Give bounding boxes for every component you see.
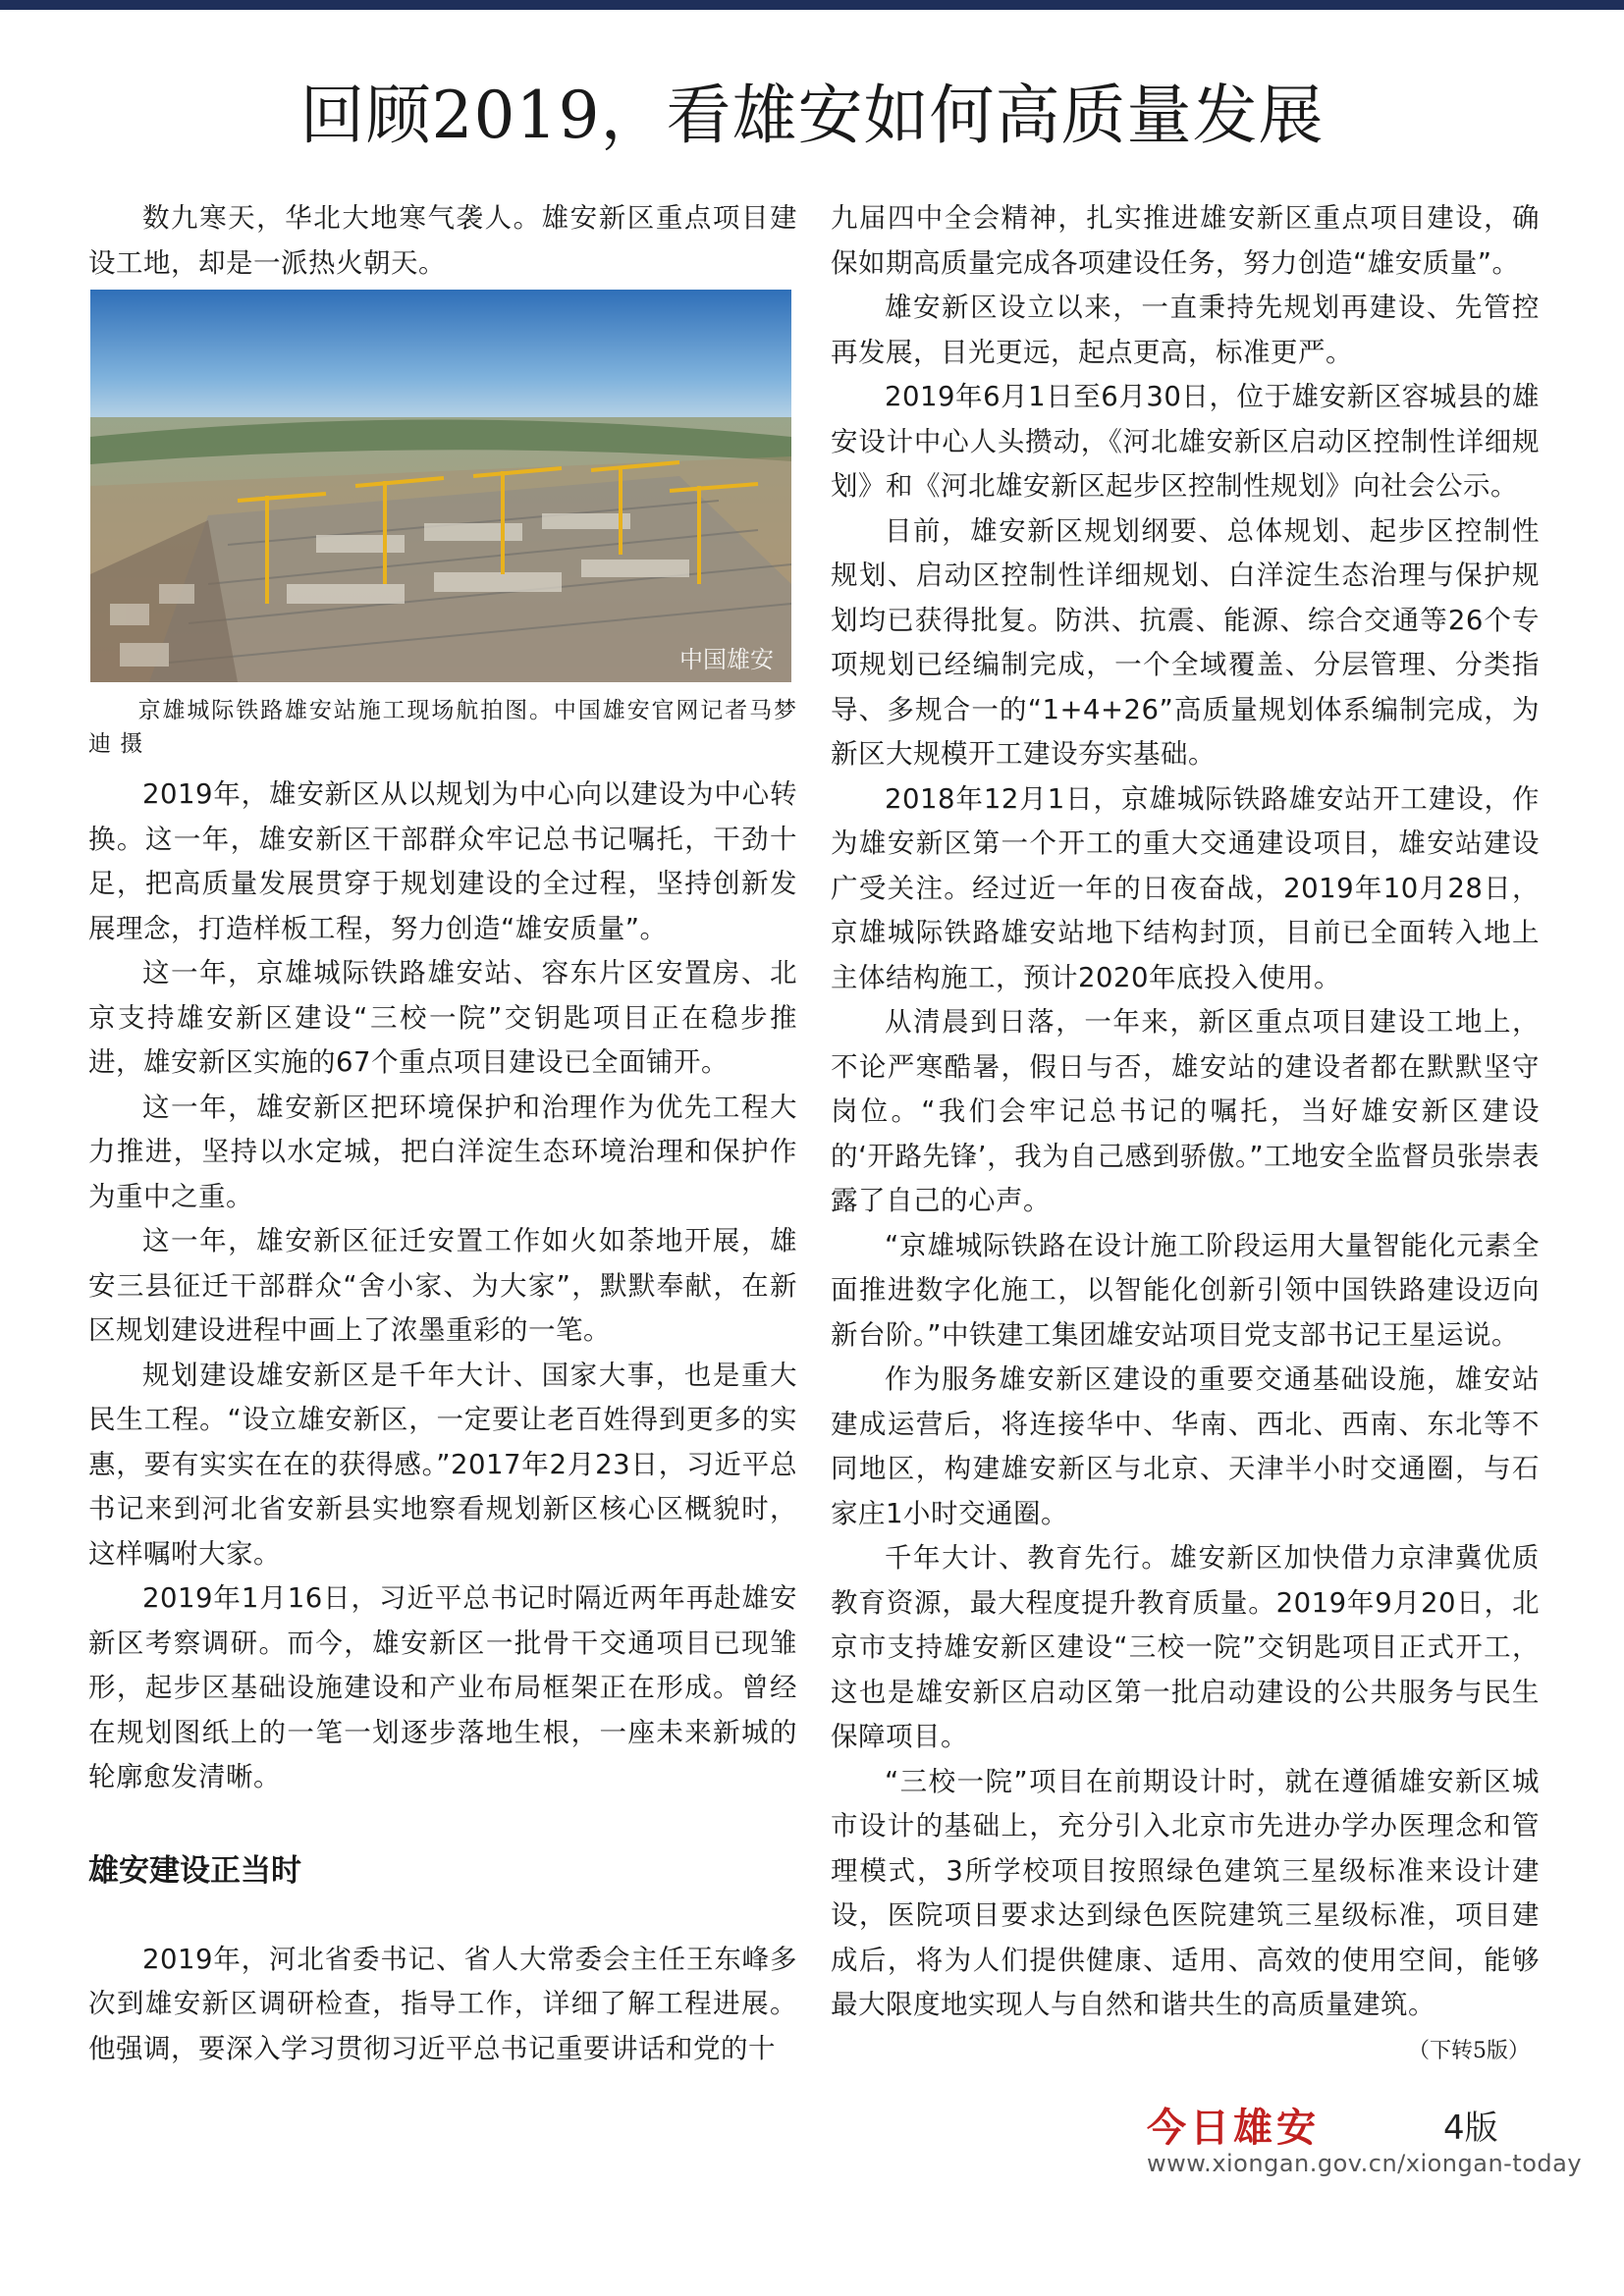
right-paragraph-1: 雄安新区设立以来，一直秉持先规划再建设、先管控再发展，目光更远，起点更高，标准更严。 (831, 292, 1540, 368)
left-paragraph-2: 这一年，京雄城际铁路雄安站、容东片区安置房、北京支持雄安新区建设“三校一院”交钥匙项目正在稳步推进，雄安新区实施的67个重点项目建设已全面铺开。 (88, 957, 797, 1078)
left-paragraph-6: 2019年1月16日，习近平总书记时隔近两年再赴雄安新区考察调研。而今，雄安新区一批骨干交通项目已现雏形，起步区基础设施建设和产业布局框架正在形成。曾经在规划图纸上的一笔一划逐步落地生根，一座未来新城的轮廓愈发清晰。 (88, 1582, 797, 1792)
continuation-paragraph: 九届四中全会精神，扎实推进雄安新区重点项目建设，确保如期高质量完成各项建设任务，努力创造“雄安质量”。 (831, 202, 1540, 279)
newspaper-brand-logo: 今日雄安 (1147, 2105, 1320, 2151)
right-paragraph-6: “京雄城际铁路在设计施工阶段运用大量智能化元素全面推进数字化施工，以智能化创新引领中国铁路建设迈向新台阶。”中铁建工集团雄安站项目党支部书记王星运说。 (831, 1229, 1540, 1351)
left-paragraph-1: 2019年，雄安新区从以规划为中心向以建设为中心转换。这一年，雄安新区干部群众牢记总书记嘱托，干劲十足，把高质量发展贯穿于规划建设的全过程，坚持创新发展理念，打造样板工程，努力创造“雄安质量”。 (88, 778, 797, 944)
top-color-bar (0, 0, 1624, 10)
intro-paragraph: 数九寒天，华北大地寒气袭人。雄安新区重点项目建设工地，却是一派热火朝天。 (88, 202, 797, 279)
right-column (831, 196, 1540, 2069)
right-paragraph-7: 作为服务雄安新区建设的重要交通基础设施，雄安站建成运营后，将连接华中、华南、西北、西南、东北等不同地区，构建雄安新区与北京、天津半小时交通圈，与石家庄1小时交通圈。 (831, 1363, 1540, 1529)
section-paragraph: 2019年，河北省委书记、省人大常委会主任王东峰多次到雄安新区调研检查，指导工作，详细了解工程进展。他强调，要深入学习贯彻习近平总书记重要讲话和党的十 (88, 1943, 797, 2064)
section-heading: 雄安建设正当时 (88, 1852, 301, 1889)
right-paragraph-2: 2019年6月1日至6月30日，位于雄安新区容城县的雄安设计中心人头攒动，《河北雄安新区启动区控制性详细规划》和《河北雄安新区起步区控制性规划》向社会公示。 (831, 381, 1540, 502)
left-paragraph-4: 这一年，雄安新区征迁安置工作如火如荼地开展，雄安三县征迁干部群众“舍小家、为大家”，默默奉献，在新区规划建设进程中画上了浓墨重彩的一笔。 (88, 1225, 797, 1346)
right-paragraph-9: “三校一院”项目在前期设计时，就在遵循雄安新区城市设计的基础上，充分引入北京市先进办学办医理念和管理模式，3所学校项目按照绿色建筑三星级标准来设计建设，医院项目要求达到绿色医院建筑三星级标准，项目建成后，将为人们提供健康、适用、高效的使用空间，能够最大限度地实现人与自然和谐共生的高质量建筑。 (831, 1765, 1540, 2020)
photo-caption: 京雄城际铁路雄安站施工现场航拍图。中国雄安官网记者马梦迪 摄 (88, 698, 797, 757)
page-number: 4版 (1443, 2109, 1498, 2148)
left-column (88, 196, 797, 2071)
right-paragraph-4: 2018年12月1日，京雄城际铁路雄安站开工建设，作为雄安新区第一个开工的重大交通建设项目，雄安站建设广受关注。经过近一年的日夜奋战，2019年10月28日，京雄城际铁路雄安站地下结构封顶，目前已全面转入地上主体结构施工，预计2020年底投入使用。 (831, 782, 1540, 993)
right-paragraph-3: 目前，雄安新区规划纲要、总体规划、起步区控制性规划、启动区控制性详细规划、白洋淀生态治理与保护规划均已获得批复。防洪、抗震、能源、综合交通等26个专项规划已经编制完成，一个全域覆盖、分层管理、分类指导、多规合一的“1+4+26”高质量规划体系编制完成，为新区大规模开工建设夯实基础。 (831, 514, 1540, 770)
left-paragraph-5: 规划建设雄安新区是千年大计、国家大事，也是重大民生工程。“设立雄安新区，一定要让老百姓得到更多的实惠，要有实实在在的获得感。”2017年2月23日，习近平总书记来到河北省安新县实地察看规划新区核心区概貌时，这样嘱咐大家。 (88, 1359, 797, 1570)
left-paragraph-3: 这一年，雄安新区把环境保护和治理作为优先工程大力推进，坚持以水定城，把白洋淀生态环境治理和保护作为重中之重。 (88, 1091, 797, 1212)
construction-aerial-photo (90, 290, 791, 682)
right-paragraph-8: 千年大计、教育先行。雄安新区加快借力京津冀优质教育资源，最大程度提升教育质量。2019年9月20日，北京市支持雄安新区建设“三校一院”交钥匙项目正式开工，这也是雄安新区启动区第一批启动建设的公共服务与民生保障项目。 (831, 1542, 1540, 1752)
photo-watermark: 中国雄安 (679, 646, 774, 673)
continued-on-page-5-note: （下转5版） (1408, 2038, 1530, 2063)
article-headline: 回顾2019，看雄安如何高质量发展 (299, 78, 1325, 153)
right-paragraph-5: 从清晨到日落，一年来，新区重点项目建设工地上，不论严寒酷暑，假日与否，雄安站的建设者都在默默坚守岗位。“我们会牢记总书记的嘱托，当好雄安新区建设的‘开路先锋’，我为自己感到骄傲。”工地安全监督员张崇表露了自己的心声。 (831, 1006, 1540, 1216)
website-url: www.xiongan.gov.cn/xiongan-today (1147, 2150, 1583, 2177)
